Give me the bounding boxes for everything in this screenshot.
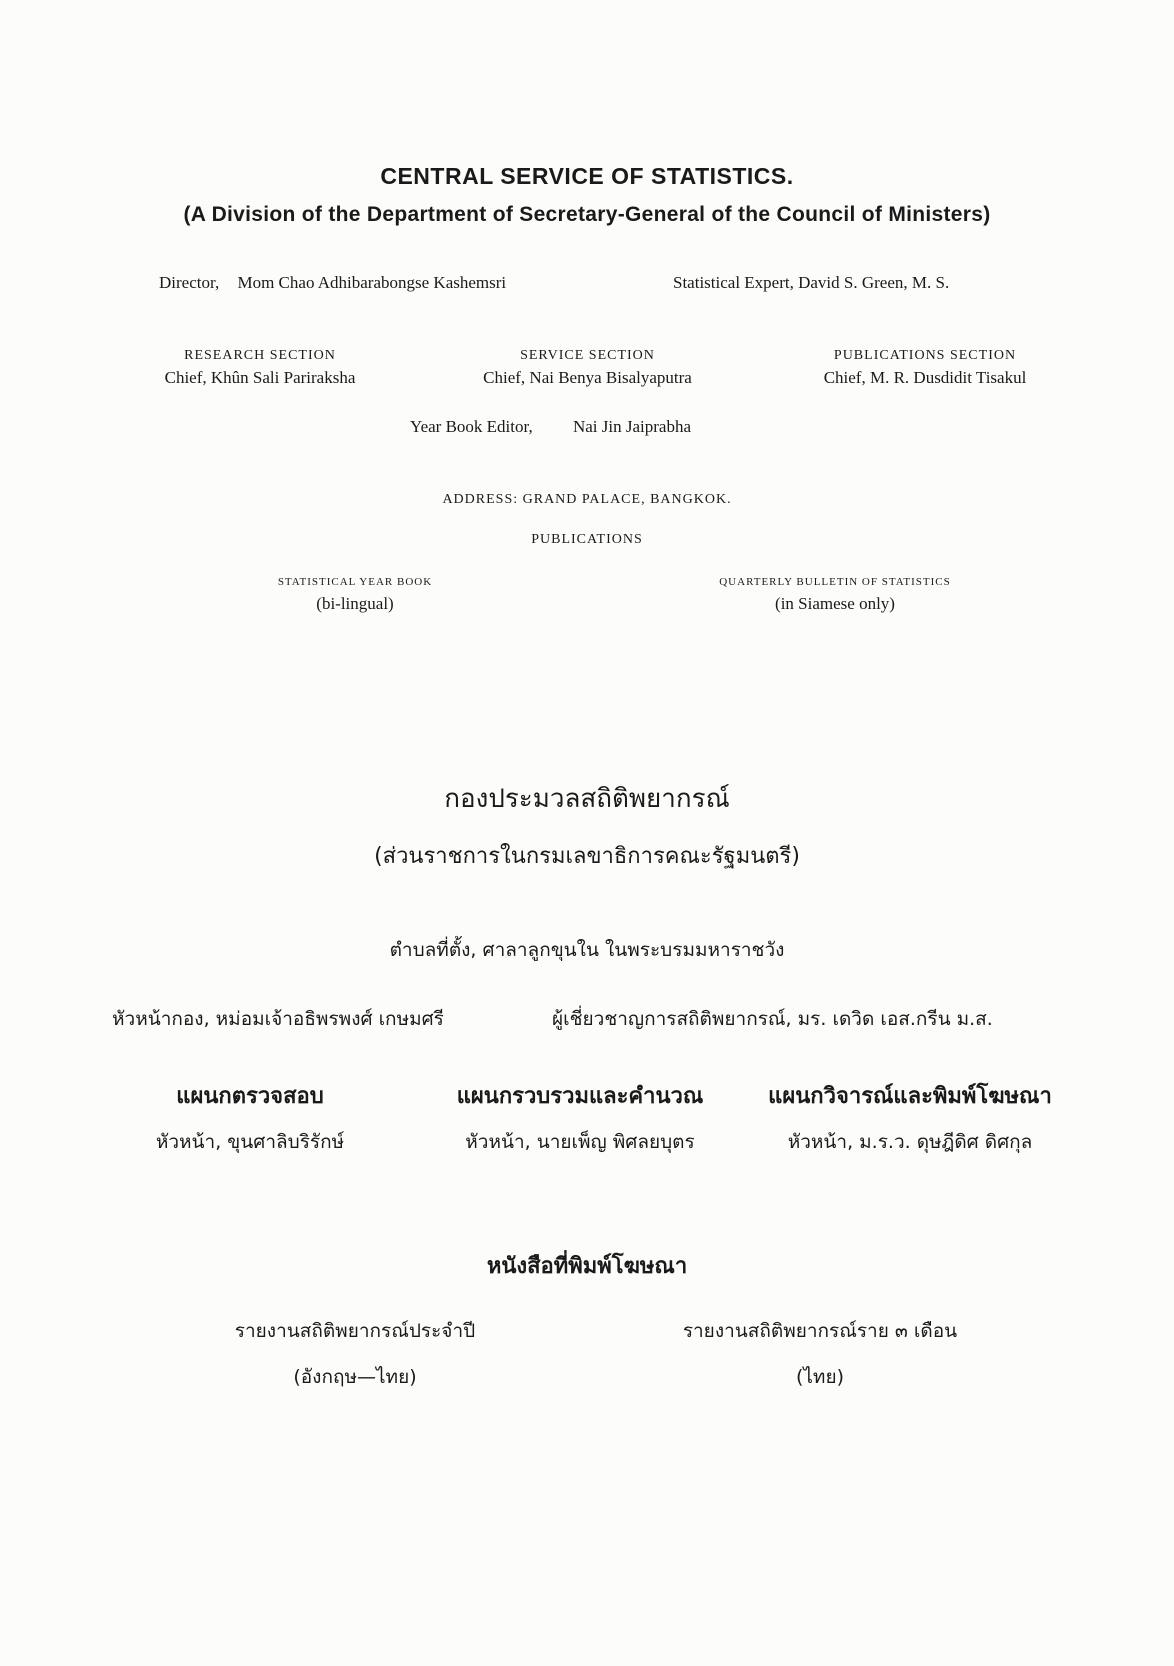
director-name: Mom Chao Adhibarabongse Kashemsri: [237, 273, 507, 292]
thai-publication-annual: [190, 1316, 520, 1392]
thai-location: ตำบลที่ตั้ง, ศาลาลูกขุนใน ในพระบรมมหาราชวัง: [389, 939, 785, 961]
thai-publications-heading: หนังสือที่พิมพ์โฆษณา: [486, 1254, 688, 1279]
thai-publication-quarterly: [640, 1316, 1000, 1392]
thai-publication-quarterly-title: รายงานสถิติพยากรณ์ราย ๓ เดือน: [682, 1320, 958, 1342]
english-subtitle: (A Division of the Department of Secretary-General of the Council of Ministers): [183, 203, 991, 226]
publication-year-book-title: STATISTICAL YEAR BOOK: [277, 576, 433, 588]
service-section-title: SERVICE SECTION: [520, 348, 655, 363]
editor-name: Nai Jin Jaiprabha: [572, 417, 692, 436]
thai-section-publications-title: แผนกวิจารณ์และพิมพ์โฆษณา: [768, 1084, 1052, 1109]
director-line: [159, 273, 506, 293]
thai-publication-quarterly-note: (ไทย): [795, 1366, 845, 1388]
thai-section-compilation-title: แผนกรวบรวมและคำนวณ: [456, 1084, 704, 1109]
service-section: [435, 348, 740, 388]
thai-publication-annual-note: (อังกฤษ—ไทย): [293, 1366, 417, 1388]
thai-section-compilation: [430, 1078, 730, 1157]
thai-title: กองประมวลสถิติพยากรณ์: [444, 784, 730, 814]
thai-section-publications-chief: หัวหน้า, ม.ร.ว. ดุษฎีดิศ ดิศกุล: [787, 1131, 1033, 1153]
address: ADDRESS: GRAND PALACE, BANGKOK.: [442, 492, 732, 507]
publication-year-book: [210, 576, 500, 614]
year-book-editor: [410, 417, 691, 437]
thai-section-inspection: [100, 1078, 400, 1157]
thai-subtitle: (ส่วนราชการในกรมเลขาธิการคณะรัฐมนตรี): [374, 844, 800, 869]
service-section-chief: Chief, Nai Benya Bisalyaputra: [483, 368, 692, 387]
publications-section-chief: Chief, M. R. Dusdidit Tisakul: [823, 368, 1027, 387]
thai-section-inspection-title: แผนกตรวจสอบ: [176, 1084, 324, 1109]
research-section-chief: Chief, Khûn Sali Pariraksha: [164, 368, 356, 387]
publication-quarterly-bulletin: [650, 576, 1020, 614]
thai-section-inspection-chief: หัวหน้า, ขุนศาลิบริรักษ์: [155, 1131, 345, 1153]
research-section-title: RESEARCH SECTION: [184, 348, 336, 363]
thai-head: หัวหน้ากอง, หม่อมเจ้าอธิพรพงศ์ เกษมศรี: [112, 1008, 444, 1030]
director-label: Director,: [159, 273, 220, 292]
english-title: CENTRAL SERVICE OF STATISTICS.: [380, 163, 794, 189]
publications-section-title: PUBLICATIONS SECTION: [833, 348, 1017, 363]
thai-expert: ผู้เชี่ยวชาญการสถิติพยากรณ์, มร. เดวิด เอส.กรีน ม.ส.: [552, 1008, 993, 1030]
thai-section-publications: [745, 1078, 1075, 1157]
publication-quarterly-bulletin-title: QUARTERLY BULLETIN OF STATISTICS: [719, 576, 951, 588]
thai-section-compilation-chief: หัวหน้า, นายเพ็ญ พิศลยบุตร: [465, 1131, 695, 1153]
research-section: [110, 348, 410, 388]
publications-section: [770, 348, 1080, 388]
publication-year-book-note: (bi-lingual): [316, 594, 394, 613]
thai-publication-annual-title: รายงานสถิติพยากรณ์ประจำปี: [234, 1320, 476, 1342]
statistical-expert: Statistical Expert, David S. Green, M. S.: [673, 273, 950, 292]
editor-label: Year Book Editor,: [410, 417, 533, 436]
publications-heading: PUBLICATIONS: [531, 532, 643, 547]
publication-quarterly-bulletin-note: (in Siamese only): [775, 594, 895, 613]
